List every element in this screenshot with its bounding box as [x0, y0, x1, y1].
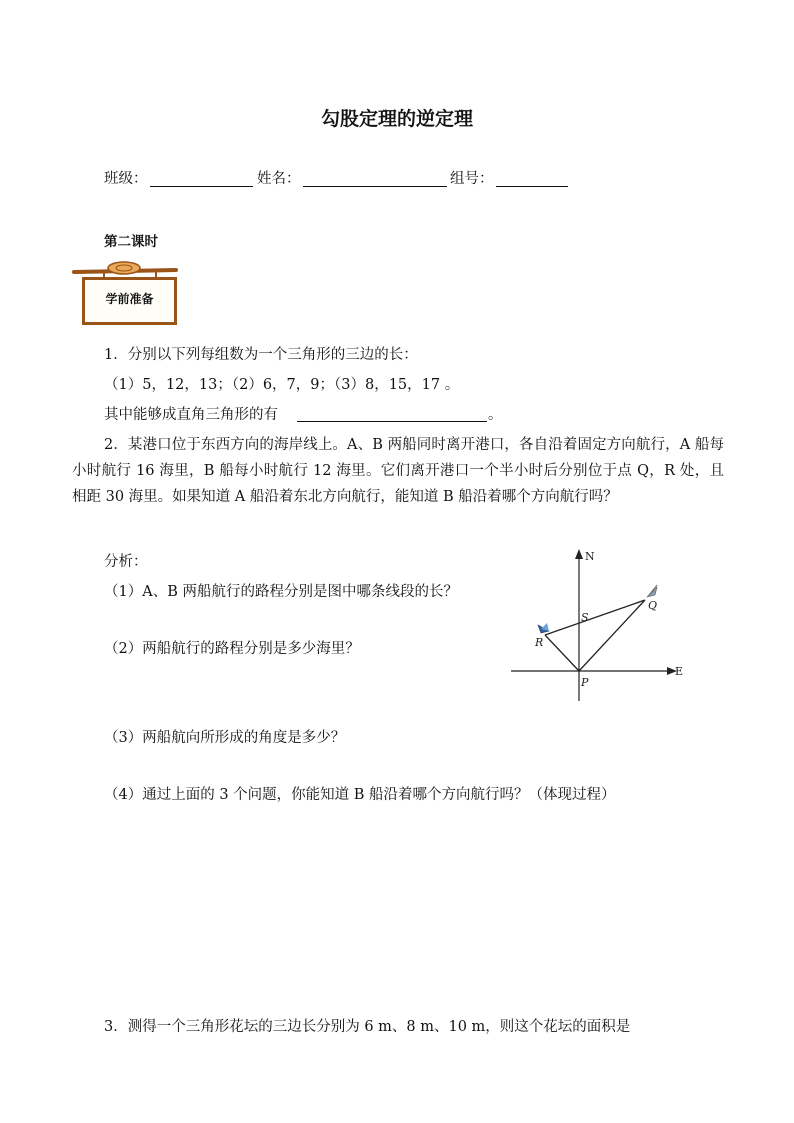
name-label: 姓名： — [257, 171, 301, 187]
segment-pr — [545, 635, 579, 671]
q2-sub4: （4）通过上面的 3 个问题，你能知道 B 船沿着哪个方向航行吗？（体现过程） — [104, 787, 616, 803]
q1-line1: 1．分别以下列每组数为一个三角形的三边的长： — [104, 347, 418, 363]
label-n: N — [585, 550, 595, 563]
q2-sub1: （1）A、B 两船航行的路程分别是图中哪条线段的长？ — [104, 584, 458, 600]
badge-label: 学前准备 — [105, 292, 154, 306]
q2-text: 2．某港口位于东西方向的海岸线上。A、B 两船同时离开港口，各自沿着固定方向航行，A 船每小时航行 16 海里，B 船每小时航行 12 海里。它们离开港口一个半小时后分别位于点 Q，R 处，且相距 30 海里。如果知道 A 船沿着东北方向航行，能知道 B 船沿着哪个方向航行吗？ — [72, 437, 724, 505]
page-title: 勾股定理的逆定理 — [320, 108, 473, 130]
label-s: S — [581, 611, 589, 624]
class-label: 班级： — [104, 171, 148, 187]
label-r: R — [535, 636, 544, 649]
q3-text: 3．测得一个三角形花坛的三边长分别为 6 m、8 m、10 m，则这个花坛的面积是 — [104, 1019, 631, 1035]
section-badge — [82, 277, 177, 325]
navigation-diagram — [505, 545, 690, 705]
north-arrow-icon — [575, 549, 583, 559]
label-q: Q — [648, 599, 658, 612]
q1-answer-blank[interactable] — [297, 421, 487, 422]
q1-line2: （1）5，12，13；（2）6，7，9；（3）8，15，17 。 — [104, 377, 460, 393]
label-p: P — [581, 676, 589, 689]
q2-sub3: （3）两船航向所形成的角度是多少？ — [104, 730, 346, 746]
group-blank[interactable] — [496, 186, 568, 187]
ship-r-icon — [538, 623, 549, 633]
ship-q-icon — [647, 585, 657, 597]
q1-line3-prefix: 其中能够成直角三角形的有 — [104, 407, 278, 423]
q2-analysis: 分析： — [104, 554, 148, 570]
q1-line3-suffix: 。 — [488, 407, 503, 423]
lesson-heading: 第二课时 — [104, 234, 158, 250]
label-e: E — [675, 665, 684, 678]
segment-rq — [545, 600, 645, 635]
q2-sub2: （2）两船航行的路程分别是多少海里？ — [104, 641, 360, 657]
segment-pq — [579, 600, 645, 671]
group-label: 组号： — [450, 171, 494, 187]
name-blank[interactable] — [303, 186, 447, 187]
class-blank[interactable] — [150, 186, 253, 187]
